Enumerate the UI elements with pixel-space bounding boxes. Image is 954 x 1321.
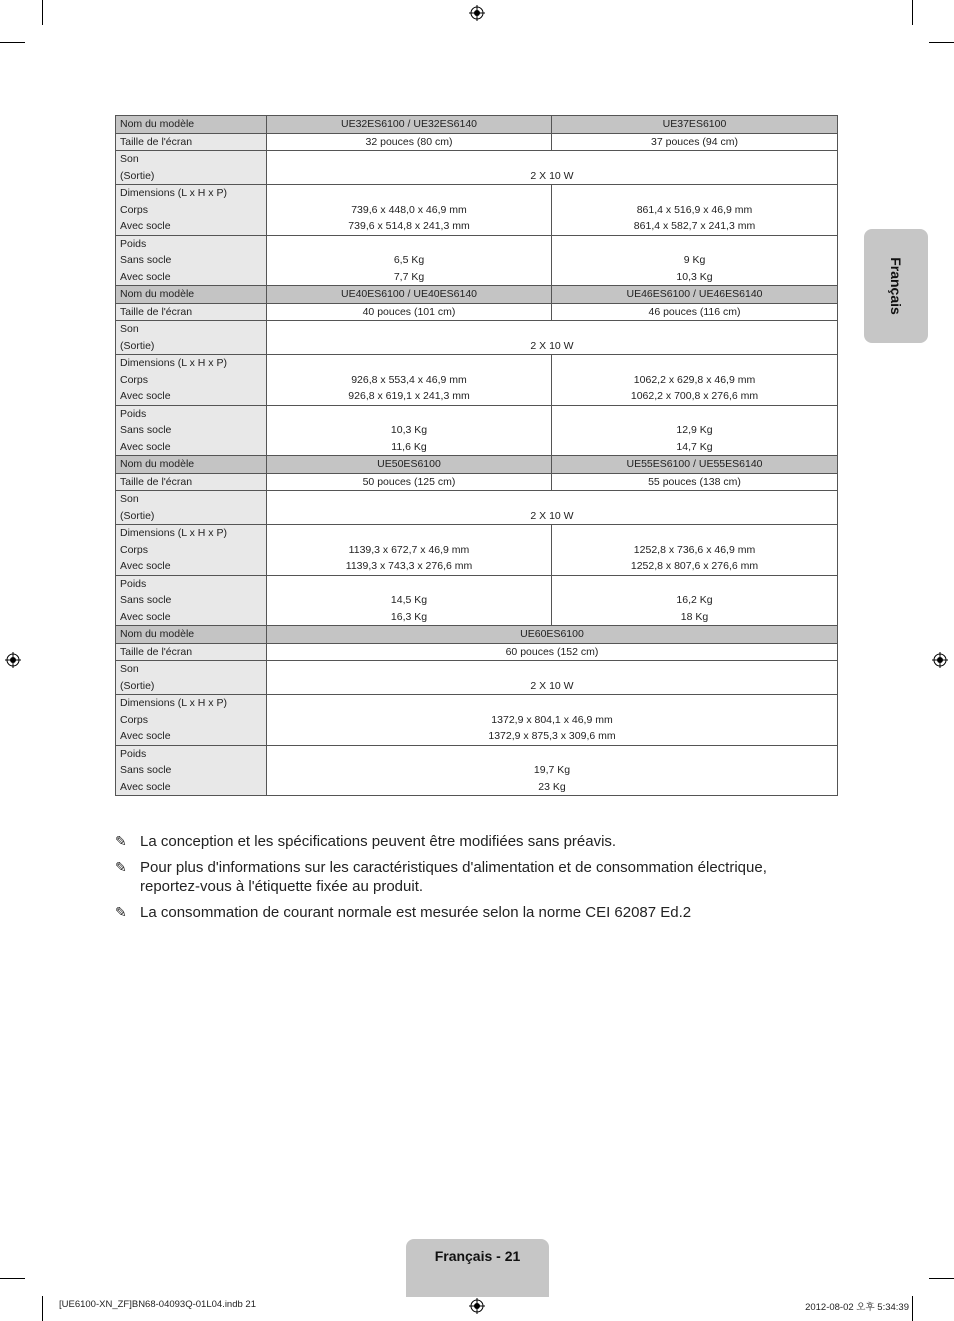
dimensions-label-line: Dimensions (L x H x P) [120, 527, 227, 539]
page-number-label: Français - 21 [434, 1248, 521, 1264]
sound-label [116, 151, 267, 185]
dimensions-label-line: Dimensions (L x H x P) [120, 357, 227, 369]
sound-label-line: Son [120, 323, 139, 335]
sound-label [116, 321, 267, 355]
table-row [116, 661, 838, 695]
note-text-line: Pour plus d'informations sur les caractéristiques d'alimentation et de consommation électrique, [140, 859, 767, 876]
model-name-value: UE37ES6100 [552, 116, 838, 134]
table-row [116, 133, 838, 151]
language-side-tab [864, 229, 928, 343]
crop-mark [912, 1296, 913, 1321]
dimensions-body: 861,4 x 516,9 x 46,9 mm [636, 203, 753, 216]
weight-label-line: Poids [120, 237, 147, 250]
dimensions-body: 1139,3 x 672,7 x 46,9 mm [348, 543, 470, 556]
dimensions-value [552, 355, 838, 406]
weight-label-line: Sans socle [120, 254, 172, 266]
weight-label [116, 575, 267, 626]
table-row [116, 525, 838, 576]
dimensions-value [552, 185, 838, 236]
screen-size-value: 60 pouces (152 cm) [267, 643, 838, 661]
weight-without-stand: 14,5 Kg [390, 594, 428, 606]
weight-value [552, 235, 838, 286]
note-item [115, 832, 837, 851]
crop-mark [0, 42, 25, 43]
table-row [116, 491, 838, 525]
screen-size-value: 55 pouces (138 cm) [552, 473, 838, 491]
note-item [115, 903, 837, 922]
table-row [116, 235, 838, 286]
weight-without-stand: 6,5 Kg [393, 254, 425, 266]
dimensions-stand: 1252,8 x 807,6 x 276,6 mm [630, 560, 759, 572]
table-row [116, 473, 838, 491]
model-name-value: UE46ES6100 / UE46ES6140 [552, 286, 838, 304]
weight-with-stand: 14,7 Kg [676, 440, 713, 453]
sound-value: 2 X 10 W [267, 661, 838, 695]
pencil-icon: ✎ [115, 904, 127, 920]
crop-mark [929, 42, 954, 43]
dimensions-body: 739,6 x 448,0 x 46,9 mm [351, 203, 467, 216]
screen-size-value: 46 pouces (116 cm) [552, 303, 838, 321]
specifications-table [115, 115, 838, 796]
note-text: La conception et les spécifications peuvent être modifiées sans préavis. [140, 833, 617, 850]
note-item [115, 858, 837, 896]
table-row [116, 643, 838, 661]
weight-without-stand: 10,3 Kg [390, 424, 428, 436]
weight-value [552, 405, 838, 456]
table-row [116, 286, 838, 304]
model-name-value: UE40ES6100 / UE40ES6140 [267, 286, 552, 304]
weight-label-line: Poids [120, 407, 147, 420]
sound-label-line: (Sortie) [120, 339, 155, 352]
weight-value [552, 575, 838, 626]
dimensions-value [267, 525, 552, 576]
weight-label-line: Sans socle [120, 764, 172, 776]
dimensions-label [116, 525, 267, 576]
table-row [116, 405, 838, 456]
table-row [116, 626, 838, 644]
dimensions-label-line: Corps [120, 713, 149, 726]
screen-size-label: Taille de l'écran [116, 473, 267, 491]
weight-value [267, 745, 838, 796]
registration-mark-icon [469, 1298, 485, 1314]
table-row [116, 575, 838, 626]
table-row [116, 303, 838, 321]
sound-value: 2 X 10 W [267, 321, 838, 355]
dimensions-label-line: Corps [120, 203, 149, 216]
dimensions-value [267, 355, 552, 406]
weight-value [267, 235, 552, 286]
dimensions-stand: 1139,3 x 743,3 x 276,6 mm [345, 560, 473, 572]
weight-label-line: Avec socle [120, 270, 171, 283]
weight-without-stand: 12,9 Kg [676, 424, 713, 436]
model-name-label: Nom du modèle [116, 116, 267, 134]
print-slug-date: 2012-08-02 오후 5:34:39 [805, 1302, 909, 1313]
weight-label-line: Sans socle [120, 424, 172, 436]
weight-label-line: Avec socle [120, 440, 171, 453]
weight-value [267, 405, 552, 456]
pencil-icon: ✎ [115, 833, 127, 849]
sound-label-line: Son [120, 663, 139, 675]
dimensions-label [116, 355, 267, 406]
crop-mark [42, 1296, 43, 1321]
notes-section [115, 832, 837, 929]
weight-label-line: Poids [120, 577, 147, 590]
weight-label-line: Avec socle [120, 610, 171, 623]
sound-label-line: (Sortie) [120, 679, 155, 692]
model-name-value: UE50ES6100 [267, 456, 552, 474]
weight-label-line: Avec socle [120, 780, 171, 793]
table-row [116, 116, 838, 134]
screen-size-label: Taille de l'écran [116, 643, 267, 661]
registration-mark-icon [5, 652, 21, 668]
dimensions-body: 1372,9 x 804,1 x 46,9 mm [491, 713, 613, 726]
crop-mark [912, 0, 913, 25]
screen-size-value: 40 pouces (101 cm) [267, 303, 552, 321]
note-text-line: reportez-vous à l'étiquette fixée au produit. [140, 878, 424, 895]
print-slug-file: [UE6100-XN_ZF]BN68-04093Q-01L04.indb 21 [59, 1299, 256, 1310]
model-name-label: Nom du modèle [116, 456, 267, 474]
weight-with-stand: 11,6 Kg [391, 440, 427, 453]
weight-with-stand: 10,3 Kg [676, 270, 713, 283]
note-text [140, 858, 837, 896]
dimensions-label [116, 695, 267, 746]
dimensions-value [267, 185, 552, 236]
sound-label-line: Son [120, 493, 139, 505]
sound-label-line: (Sortie) [120, 509, 155, 522]
model-name-label: Nom du modèle [116, 286, 267, 304]
dimensions-label-line: Avec socle [120, 560, 171, 572]
sound-label [116, 661, 267, 695]
dimensions-label-line: Corps [120, 543, 149, 556]
sound-value: 2 X 10 W [267, 491, 838, 525]
screen-size-label: Taille de l'écran [116, 303, 267, 321]
dimensions-stand: 861,4 x 582,7 x 241,3 mm [633, 220, 756, 232]
sound-label [116, 491, 267, 525]
side-tab-label: Français [888, 257, 904, 315]
table-row [116, 355, 838, 406]
weight-label-line: Sans socle [120, 594, 172, 606]
table-row [116, 695, 838, 746]
table-row [116, 456, 838, 474]
weight-with-stand: 18 Kg [680, 610, 709, 623]
weight-without-stand: 19,7 Kg [533, 764, 571, 776]
dimensions-body: 926,8 x 553,4 x 46,9 mm [351, 373, 467, 386]
weight-with-stand: 16,3 Kg [390, 610, 428, 623]
screen-size-value: 37 pouces (94 cm) [552, 133, 838, 151]
weight-without-stand: 16,2 Kg [676, 594, 713, 606]
screen-size-label: Taille de l'écran [116, 133, 267, 151]
page-number-tab [406, 1239, 549, 1297]
dimensions-stand: 739,6 x 514,8 x 241,3 mm [348, 220, 470, 232]
model-name-value: UE60ES6100 [267, 626, 838, 644]
screen-size-value: 50 pouces (125 cm) [267, 473, 552, 491]
sound-label-line: Son [120, 153, 139, 165]
weight-label [116, 745, 267, 796]
dimensions-label [116, 185, 267, 236]
crop-mark [42, 0, 43, 25]
model-name-value: UE55ES6100 / UE55ES6140 [552, 456, 838, 474]
dimensions-value [552, 525, 838, 576]
weight-with-stand: 7,7 Kg [393, 270, 425, 283]
weight-with-stand: 23 Kg [538, 780, 566, 793]
sound-value: 2 X 10 W [267, 151, 838, 185]
dimensions-stand: 926,8 x 619,1 x 241,3 mm [348, 390, 470, 402]
screen-size-value: 32 pouces (80 cm) [267, 133, 552, 151]
table-row [116, 745, 838, 796]
weight-without-stand: 9 Kg [683, 254, 706, 266]
registration-mark-icon [469, 5, 485, 21]
dimensions-stand: 1062,2 x 700,8 x 276,6 mm [630, 390, 759, 402]
weight-label [116, 235, 267, 286]
dimensions-label-line: Avec socle [120, 730, 171, 742]
table-row [116, 321, 838, 355]
dimensions-label-line: Dimensions (L x H x P) [120, 697, 227, 709]
dimensions-value [267, 695, 838, 746]
dimensions-body: 1062,2 x 629,8 x 46,9 mm [633, 373, 756, 386]
sound-label-line: (Sortie) [120, 169, 155, 182]
crop-mark [929, 1278, 954, 1279]
weight-value [267, 575, 552, 626]
dimensions-label-line: Avec socle [120, 220, 171, 232]
model-name-label: Nom du modèle [116, 626, 267, 644]
model-name-value: UE32ES6100 / UE32ES6140 [267, 116, 552, 134]
pencil-icon: ✎ [115, 859, 127, 875]
note-text: La consommation de courant normale est mesurée selon la norme CEI 62087 Ed.2 [140, 904, 692, 921]
dimensions-stand: 1372,9 x 875,3 x 309,6 mm [488, 730, 616, 742]
dimensions-label-line: Corps [120, 373, 149, 386]
weight-label-line: Poids [120, 747, 147, 760]
table-row [116, 151, 838, 185]
crop-mark [0, 1278, 25, 1279]
dimensions-body: 1252,8 x 736,6 x 46,9 mm [633, 543, 756, 556]
table-row [116, 185, 838, 236]
dimensions-label-line: Dimensions (L x H x P) [120, 187, 227, 199]
dimensions-label-line: Avec socle [120, 390, 171, 402]
registration-mark-icon [932, 652, 948, 668]
weight-label [116, 405, 267, 456]
